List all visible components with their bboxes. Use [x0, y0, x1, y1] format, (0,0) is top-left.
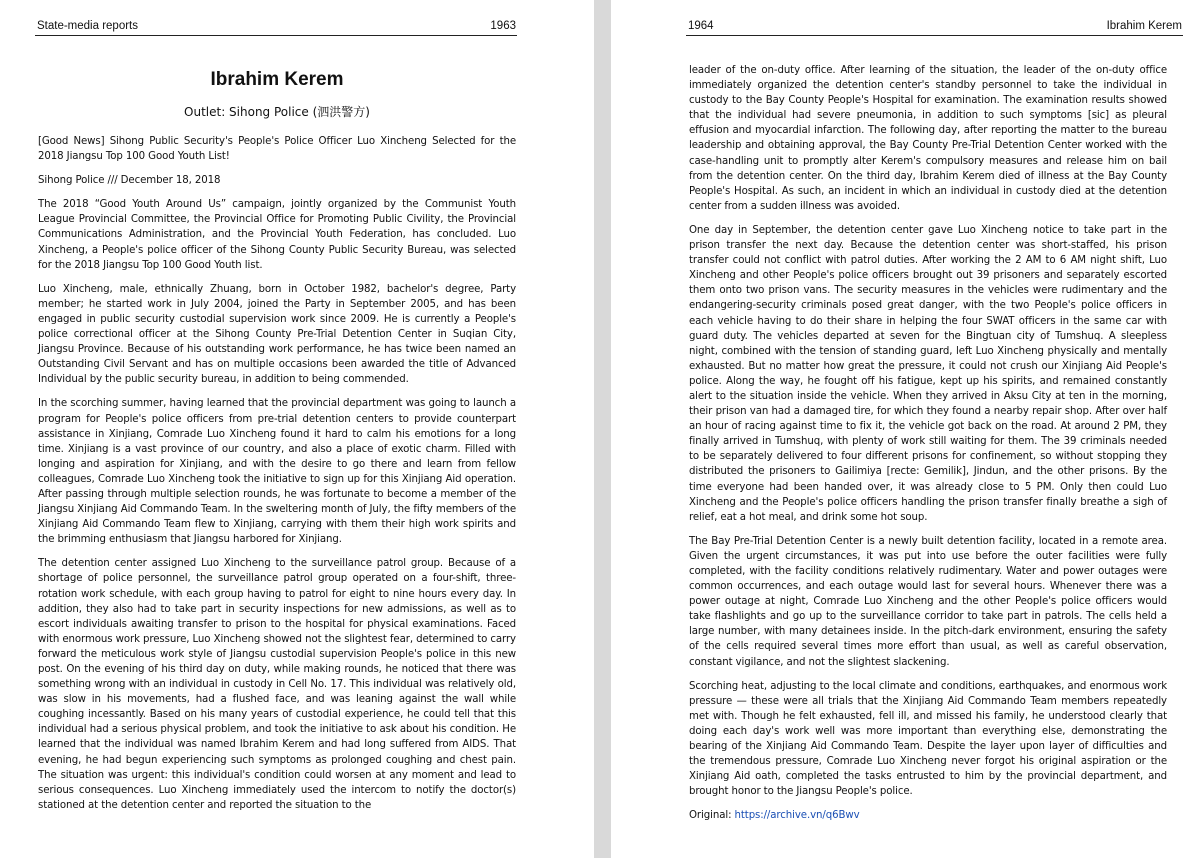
body-paragraph: The detention center assigned Luo Xincheng to the surveillance patrol group. Because of a shortage of police personnel, the surveillance patrol group operated on a four-shift, three-rotation work schedule, with each group having to patrol for eight to nine hours every day. In addition, they also had to take part in security inspections for new admissions, as well as to escort individuals awaiting transfer to prison to the hospital for physical examinations. Faced with enormous work pressure, Luo Xincheng showed not the slightest fear, determined to carry forward the meticulous work style of Jiangsu custodial supervision People's police in this new post. On the evening of his third day on duty, while making rounds, he noticed that there was something wrong with an individual in custody in Cell No. 17. This individual was relatively old, was slow in his movements, had a flushed face, and was leaning against the wall while coughing incessantly. Based on his many years of custodial experience, he could tell that this individual had a serious physical problem, and took the initiative to ask about his condition. He learned that the individual was named Ibrahim Kerem and had long suffered from AIDS. That evening, he had begun experiencing such symptoms as prolonged coughing and chest pain. The situation was urgent: this individual's condition could worsen at any moment and lead to serious consequences. Luo Xincheng immediately used the intercom to notify the doctor(s) stationed at the detention center and reported the situation to the — [38, 558, 516, 811]
page-number: 1964 — [688, 20, 714, 32]
body-paragraph: Luo Xincheng, male, ethnically Zhuang, born in October 1982, bachelor's degree, Party member; he started work in July 2004, joined the Party in September 2005, and has been engaged in public security custodial supervision work since 2009. He is currently a People's police correctional officer at the Sihong County Pre-Trial Detention Center in Suqian City, Jiangsu Province. Because of his outstanding work performance, he has twice been named an Outstanding Civil Servant and has on multiple occasions been awarded the title of Advanced Individual by the public security bureau, in addition to being commended. — [38, 283, 516, 386]
page-body — [38, 68, 516, 822]
left-page — [0, 0, 594, 858]
document-title: Ibrahim Kerem — [210, 69, 344, 90]
page-number: 1963 — [490, 20, 516, 32]
source-line — [689, 808, 1167, 823]
dateline: Sihong Police /// December 18, 2018 — [38, 175, 221, 187]
headline-paragraph: [Good News] Sihong Public Security's People's Police Officer Luo Xincheng Selected for the 2018 Jiangsu Top 100 Good Youth List! — [38, 136, 516, 163]
source-label: Original: — [689, 810, 735, 822]
outlet-line: Outlet: Sihong Police (泗洪警方) — [184, 105, 370, 119]
body-paragraph: One day in September, the detention center gave Luo Xincheng notice to take part in the prison transfer the next day. Because the detention center was short-staffed, his prison transfer could not conflict with patrol duties. After working the 2 AM to 6 AM night shift, Luo Xincheng and other People's police officers brought out 39 prisoners and separately escorted them onto two prison vans. The security measures in the vehicles were rudimentary and the endangering-security criminals posed great danger, with the two People's police officers in each vehicle having to do their share in helping the four SWAT officers in the same car with guard duty. The vehicles departed at seven for the Bingtuan city of Tumshuq. A sleepless night, combined with the tension of standing guard, left Luo Xincheng physically and mentally exhausted. But no matter how great the pressure, it could not crush our Xinjiang Aid People's police. Along the way, he fought off his fatigue, kept up his spirits, and remained constantly alert to the situation inside the vehicle. When they arrived in Aksu City at ten in the morning, their prison van had a damaged tire, for which they found a nearby repair shop. After over half an hour of racing against time to fix it, the vehicle got back on the road. At around 2 PM, they finally arrived in Tumshuq, with plenty of work still waiting for them. The 39 criminals needed to be separately delivered to four different prisons for confinement, so without stopping they distributed the prisoners to Gailimiya [recte: Gemilik], Jindun, and the other prisons. By the time everyone had been handed over, it was already close to 5 PM. Only then could Luo Xincheng and the People's police officers handling the prison transfer finally breathe a sigh of relief, eat a hot meal, and drink some hot soup. — [689, 224, 1167, 523]
body-paragraph: In the scorching summer, having learned that the provincial department was going to launch a program for People's police officers from pre-trial detention centers to provide counterpart assistance in Xinjiang, Comrade Luo Xincheng found it hard to calm his emotions for a long time. Xinjiang is a vast province of our country, and also a place of exotic charm. Filled with longing and aspiration for Xinjiang, and with the desire to go there and learn from fellow colleagues, Comrade Luo Xincheng took the initiative to sign up for this Xinjiang Aid operation. After passing through multiple selection rounds, he was fortunate to become a member of the Jiangsu Xinjiang Aid Commando Team. In the sweltering month of July, the fifty members of the Xinjiang Aid Commando Team flew to Xinjiang, carrying with them their high work spirits and the brimming enthusiasm that Jiangsu harbored for Xinjiang. — [38, 398, 516, 546]
header-section-title: State-media reports — [37, 20, 138, 32]
running-header — [35, 19, 517, 36]
right-page — [611, 0, 1200, 858]
body-paragraph: leader of the on-duty office. After learning of the situation, the leader of the on-duty office immediately organized the detention center's standby personnel to take the individual in custody to the Bay County People's Hospital for examination. The examination results showed that the individual had severe pneumonia, in addition to such symptoms [sic] as pleural effusion and myocardial infarction. The following day, after reporting the matter to the bureau leadership and obtaining approval, the Bay County Pre-Trial Detention Center worked with the case-handling unit to promptly alter Kerem's compulsory measures and release him on bail from the detention center. On the third day, Ibrahim Kerem died of illness at the Bay County People's Hospital. As such, an incident in which an individual in custody died at the detention center from a sudden illness was avoided. — [689, 65, 1167, 212]
body-paragraph: The 2018 “Good Youth Around Us” campaign, jointly organized by the Communist Youth League Provincial Committee, the Provincial Office for Promoting Public Civility, the Provincial Communications Administration, and the Provincial Youth Federation, has concluded. Luo Xincheng, a People's police officer of the Sihong County Public Security Bureau, was selected for the 2018 Jiangsu Top 100 Good Youth list. — [38, 199, 516, 271]
page-body — [689, 63, 1167, 833]
body-paragraph: The Bay Pre-Trial Detention Center is a newly built detention facility, located in a remote area. Given the urgent circumstances, it was put into use before the outer facilities were fully completed, with the facility conditions relatively rudimentary. Water and power outages were common occurrences, and each outage would last for several hours. Whenever there was a power outage at night, Comrade Luo Xincheng and the other People's police officers would take flashlights and go up to the surveillance corridor to take part in patrols. The cells held a large number, with many detainees inside. In the pitch-dark environment, ensuring the safety of the cells required several times more effort than usual, as well as careful observation, constant vigilance, and not the slightest slackening. — [689, 535, 1167, 668]
header-section-title: Ibrahim Kerem — [1106, 20, 1182, 32]
source-link[interactable]: https://archive.vn/q6Bwv — [734, 810, 860, 822]
running-header — [686, 19, 1183, 36]
body-paragraph: Scorching heat, adjusting to the local climate and conditions, earthquakes, and enormous work pressure — these were all trials that the Xinjiang Aid Commando Team members repeatedly met with. Though he felt exhausted, fell ill, and missed his family, he understood clearly that doing each day's work well was more important than everything else, demonstrating the bearing of the Xinjiang Aid Commando Team. Despite the layer upon layer of difficulties and the tremendous pressure, Comrade Luo Xincheng never forgot his original aspiration or the Xinjiang Aid oath, completed the tasks entrusted to him by the provincial department, and brought honor to the Jiangsu People's police. — [689, 680, 1167, 798]
